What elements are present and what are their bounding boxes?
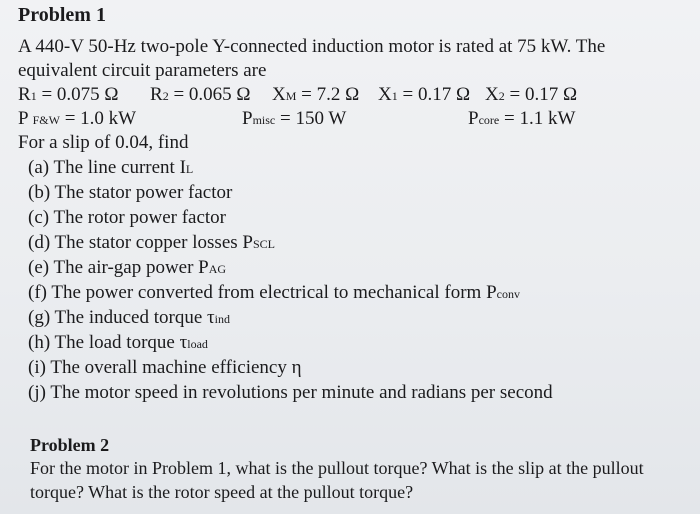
param-r2: R2 = 0.065 Ω [150, 84, 251, 105]
param-x2: X2 = 0.17 Ω [485, 84, 578, 105]
loss-pmisc: Pmisc = 150 W [242, 108, 347, 129]
item-h: (h) The load torque τload [28, 332, 208, 353]
problem-2-title: Problem 2 [30, 435, 110, 455]
item-b: (b) The stator power factor [28, 182, 233, 203]
problem-1-intro-line-2: equivalent circuit parameters are [18, 60, 267, 81]
loss-pcore: Pcore = 1.1 kW [468, 108, 576, 129]
item-i: (i) The overall machine efficiency η [28, 357, 302, 378]
item-j: (j) The motor speed in revolutions per minute and radians per second [28, 382, 553, 403]
item-e: (e) The air-gap power PAG [28, 257, 227, 278]
param-xm: XM = 7.2 Ω [272, 84, 360, 105]
param-r1: R1 = 0.075 Ω [18, 84, 119, 105]
loss-pfw: P F&W = 1.0 kW [18, 108, 137, 129]
problem-1-intro-line-1: A 440-V 50-Hz two-pole Y-connected induction motor is rated at 75 kW. The [18, 36, 606, 57]
item-d: (d) The stator copper losses PSCL [28, 232, 275, 253]
slip-statement: For a slip of 0.04, find [18, 132, 189, 153]
item-a: (a) The line current IL [28, 157, 194, 178]
item-f: (f) The power converted from electrical to mechanical form Pconv [28, 282, 520, 303]
problem-1-title: Problem 1 [18, 4, 106, 26]
problem-2-line-1: For the motor in Problem 1, what is the pullout torque? What is the slip at the pullout [30, 458, 644, 478]
item-c: (c) The rotor power factor [28, 207, 226, 228]
param-x1: X1 = 0.17 Ω [378, 84, 471, 105]
item-g: (g) The induced torque τind [28, 307, 231, 328]
problem-2-line-2: torque? What is the rotor speed at the pullout torque? [30, 482, 414, 502]
